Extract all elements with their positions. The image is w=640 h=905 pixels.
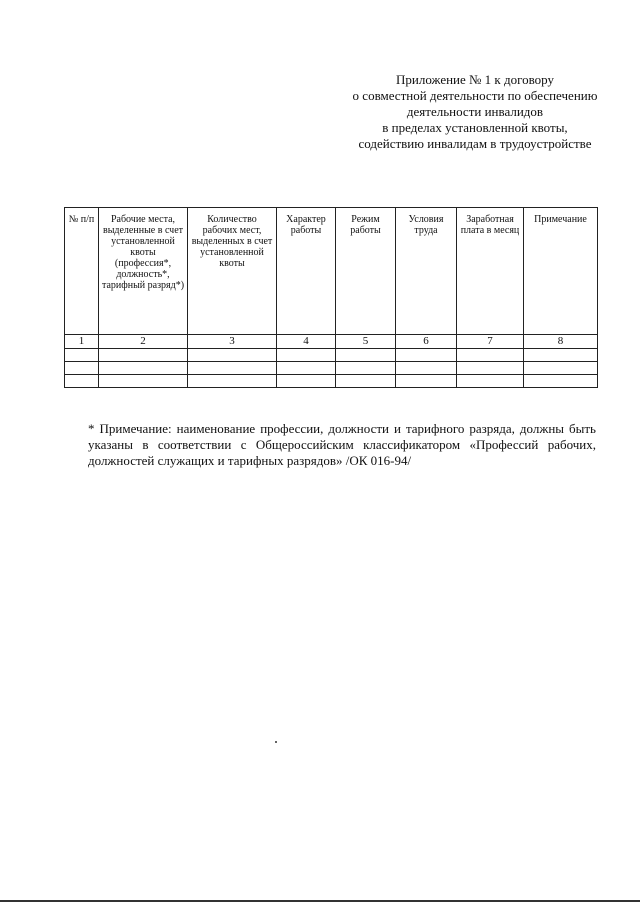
empty-cell <box>457 349 524 362</box>
empty-cell <box>277 349 336 362</box>
table-row <box>65 349 598 362</box>
table-header-row <box>65 208 598 335</box>
empty-cell <box>336 375 396 388</box>
heading-line-3: деятельности инвалидов <box>406 104 544 119</box>
empty-cell <box>188 362 277 375</box>
empty-cell <box>336 349 396 362</box>
empty-cell <box>99 362 188 375</box>
empty-cell <box>277 375 336 388</box>
header-cell-remark: Примечание <box>524 208 598 335</box>
table-row <box>65 375 598 388</box>
empty-cell <box>396 375 457 388</box>
empty-cell <box>457 362 524 375</box>
heading-line-5: содействию инвалидам в трудоустройстве <box>358 136 592 151</box>
empty-cell <box>457 375 524 388</box>
header-cell-conditions: Условия труда <box>396 208 457 335</box>
empty-cell <box>524 375 598 388</box>
header-cell-count: Количество рабочих мест, выделенных в счет установленной квоты <box>188 208 277 335</box>
header-cell-work-nature: Характер работы <box>277 208 336 335</box>
empty-cell <box>336 362 396 375</box>
scan-edge <box>0 900 640 902</box>
empty-cell <box>524 362 598 375</box>
quota-table <box>64 207 598 388</box>
empty-cell <box>65 375 99 388</box>
heading-line-1: Приложение № 1 к договору <box>396 72 554 87</box>
empty-cell <box>396 349 457 362</box>
header-cell-number: № п/п <box>65 208 99 335</box>
header-cell-workplaces: Рабочие места, выделенные в счет установленной квоты (профессия*, должность*, тарифный разряд*) <box>99 208 188 335</box>
heading-line-2: о совместной деятельности по обеспечению <box>352 88 598 103</box>
table-number-row <box>65 335 598 349</box>
empty-cell <box>65 349 99 362</box>
empty-cell <box>396 362 457 375</box>
empty-cell <box>188 375 277 388</box>
empty-cell <box>188 349 277 362</box>
number-cell: 3 <box>188 335 277 349</box>
empty-cell <box>99 349 188 362</box>
number-cell: 6 <box>396 335 457 349</box>
appendix-heading <box>340 72 610 152</box>
number-cell: 8 <box>524 335 598 349</box>
empty-cell <box>65 362 99 375</box>
header-cell-salary: Заработная плата в месяц <box>457 208 524 335</box>
table-row <box>65 362 598 375</box>
scan-speck <box>275 741 277 743</box>
number-cell: 7 <box>457 335 524 349</box>
heading-line-4: в пределах установленной квоты, <box>382 120 568 135</box>
number-cell: 5 <box>336 335 396 349</box>
number-cell: 4 <box>277 335 336 349</box>
number-cell: 2 <box>99 335 188 349</box>
footnote: * Примечание: наименование профессии, должности и тарифного разряда, должны быть указаны в соответствии с Общероссийским классификатором «Профессий рабочих, должностей служащих и тарифных разрядов» /ОК 016-94/ <box>88 421 596 468</box>
empty-cell <box>99 375 188 388</box>
header-cell-work-mode: Режим работы <box>336 208 396 335</box>
empty-cell <box>277 362 336 375</box>
number-cell: 1 <box>65 335 99 349</box>
empty-cell <box>524 349 598 362</box>
